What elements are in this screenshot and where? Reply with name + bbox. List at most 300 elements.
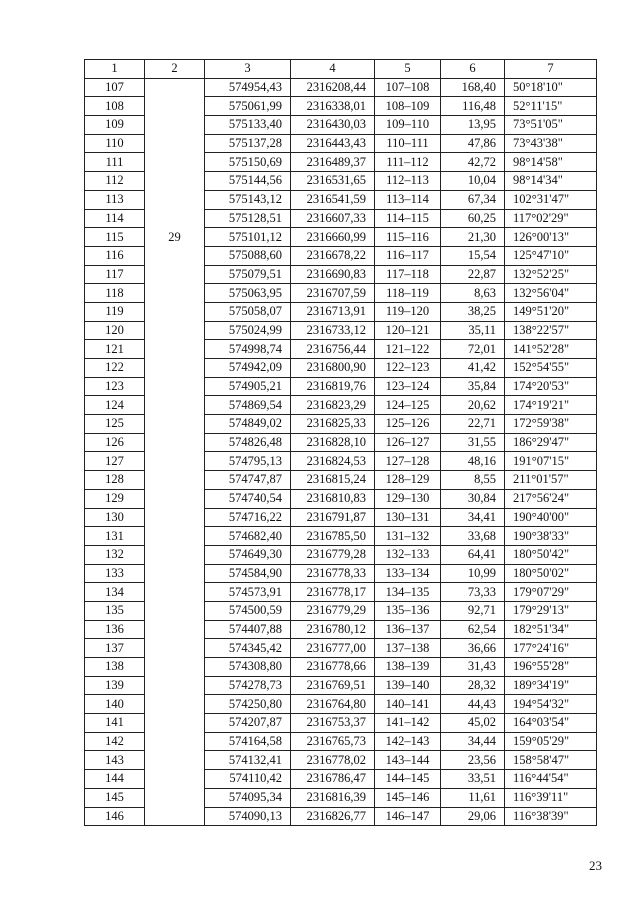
table-row (85, 788, 597, 807)
table-row (85, 695, 597, 714)
point-number-cell: 117 (85, 265, 145, 284)
point-number-cell: 127 (85, 452, 145, 471)
table-row (85, 807, 597, 826)
angle-cell: 98°14'34" (505, 172, 597, 191)
y-coordinate-cell: 2316678,22 (291, 246, 375, 265)
x-coordinate-cell: 574747,87 (205, 471, 291, 490)
table-row (85, 714, 597, 733)
angle-cell: 158°58'47" (505, 751, 597, 770)
y-coordinate-cell: 2316753,37 (291, 714, 375, 733)
table-row (85, 78, 597, 97)
y-coordinate-cell: 2316531,65 (291, 172, 375, 191)
parcel-number-cell (145, 116, 205, 135)
segment-cell: 136–137 (375, 620, 441, 639)
angle-cell: 152°54'55" (505, 359, 597, 378)
x-coordinate-cell: 574110,42 (205, 770, 291, 789)
y-coordinate-cell: 2316756,44 (291, 340, 375, 359)
y-coordinate-cell: 2316800,90 (291, 359, 375, 378)
point-number-cell: 145 (85, 788, 145, 807)
y-coordinate-cell: 2316443,43 (291, 134, 375, 153)
x-coordinate-cell: 574849,02 (205, 415, 291, 434)
parcel-number-cell (145, 172, 205, 191)
point-number-cell: 126 (85, 433, 145, 452)
segment-cell: 109–110 (375, 116, 441, 135)
segment-cell: 135–136 (375, 601, 441, 620)
point-number-cell: 128 (85, 471, 145, 490)
segment-cell: 138–139 (375, 658, 441, 677)
segment-cell: 121–122 (375, 340, 441, 359)
parcel-number-cell (145, 695, 205, 714)
y-coordinate-cell: 2316819,76 (291, 377, 375, 396)
y-coordinate-cell: 2316777,00 (291, 639, 375, 658)
segment-cell: 111–112 (375, 153, 441, 172)
point-number-cell: 122 (85, 359, 145, 378)
y-coordinate-cell: 2316733,12 (291, 321, 375, 340)
table-row (85, 732, 597, 751)
point-number-cell: 120 (85, 321, 145, 340)
segment-cell: 134–135 (375, 583, 441, 602)
parcel-number-cell (145, 78, 205, 97)
segment-cell: 127–128 (375, 452, 441, 471)
parcel-number-cell (145, 620, 205, 639)
point-number-cell: 140 (85, 695, 145, 714)
y-coordinate-cell: 2316810,83 (291, 489, 375, 508)
point-number-cell: 123 (85, 377, 145, 396)
segment-cell: 110–111 (375, 134, 441, 153)
table-row (85, 190, 597, 209)
parcel-number-cell (145, 209, 205, 228)
x-coordinate-cell: 575079,51 (205, 265, 291, 284)
segment-cell: 129–130 (375, 489, 441, 508)
length-cell: 31,43 (441, 658, 505, 677)
y-coordinate-cell: 2316815,24 (291, 471, 375, 490)
y-coordinate-cell: 2316713,91 (291, 302, 375, 321)
x-coordinate-cell: 574716,22 (205, 508, 291, 527)
x-coordinate-cell: 575128,51 (205, 209, 291, 228)
angle-cell: 179°07'29" (505, 583, 597, 602)
point-number-cell: 107 (85, 78, 145, 97)
segment-cell: 115–116 (375, 228, 441, 247)
parcel-number-cell (145, 564, 205, 583)
angle-cell: 98°14'58" (505, 153, 597, 172)
angle-cell: 217°56'24" (505, 489, 597, 508)
angle-cell: 116°39'11" (505, 788, 597, 807)
segment-cell: 112–113 (375, 172, 441, 191)
table-row (85, 583, 597, 602)
length-cell: 44,43 (441, 695, 505, 714)
length-cell: 35,11 (441, 321, 505, 340)
x-coordinate-cell: 574649,30 (205, 545, 291, 564)
angle-cell: 172°59'38" (505, 415, 597, 434)
segment-cell: 145–146 (375, 788, 441, 807)
segment-cell: 143–144 (375, 751, 441, 770)
point-number-cell: 124 (85, 396, 145, 415)
y-coordinate-cell: 2316824,53 (291, 452, 375, 471)
segment-cell: 131–132 (375, 527, 441, 546)
x-coordinate-cell: 574132,41 (205, 751, 291, 770)
length-cell: 23,56 (441, 751, 505, 770)
x-coordinate-cell: 574090,13 (205, 807, 291, 826)
point-number-cell: 138 (85, 658, 145, 677)
y-coordinate-cell: 2316769,51 (291, 676, 375, 695)
x-coordinate-cell: 574942,09 (205, 359, 291, 378)
point-number-cell: 137 (85, 639, 145, 658)
point-number-cell: 142 (85, 732, 145, 751)
angle-cell: 177°24'16" (505, 639, 597, 658)
x-coordinate-cell: 575144,56 (205, 172, 291, 191)
x-coordinate-cell: 574345,42 (205, 639, 291, 658)
column-header: 4 (291, 60, 375, 79)
parcel-number-cell (145, 639, 205, 658)
y-coordinate-cell: 2316779,28 (291, 545, 375, 564)
segment-cell: 113–114 (375, 190, 441, 209)
segment-cell: 124–125 (375, 396, 441, 415)
y-coordinate-cell: 2316828,10 (291, 433, 375, 452)
coordinates-table (84, 59, 597, 826)
length-cell: 60,25 (441, 209, 505, 228)
parcel-number-cell (145, 284, 205, 303)
angle-cell: 116°44'54" (505, 770, 597, 789)
length-cell: 34,44 (441, 732, 505, 751)
column-header: 6 (441, 60, 505, 79)
x-coordinate-cell: 574308,80 (205, 658, 291, 677)
x-coordinate-cell: 574826,48 (205, 433, 291, 452)
length-cell: 41,42 (441, 359, 505, 378)
table-row (85, 639, 597, 658)
point-number-cell: 129 (85, 489, 145, 508)
angle-cell: 186°29'47" (505, 433, 597, 452)
segment-cell: 118–119 (375, 284, 441, 303)
y-coordinate-cell: 2316660,99 (291, 228, 375, 247)
x-coordinate-cell: 575061,99 (205, 97, 291, 116)
x-coordinate-cell: 574905,21 (205, 377, 291, 396)
x-coordinate-cell: 574250,80 (205, 695, 291, 714)
parcel-number-cell (145, 658, 205, 677)
length-cell: 20,62 (441, 396, 505, 415)
table-row (85, 302, 597, 321)
y-coordinate-cell: 2316778,66 (291, 658, 375, 677)
point-number-cell: 131 (85, 527, 145, 546)
parcel-number-cell (145, 190, 205, 209)
x-coordinate-cell: 574095,34 (205, 788, 291, 807)
x-coordinate-cell: 574407,88 (205, 620, 291, 639)
table-row (85, 359, 597, 378)
angle-cell: 211°01'57" (505, 471, 597, 490)
length-cell: 72,01 (441, 340, 505, 359)
length-cell: 10,04 (441, 172, 505, 191)
y-coordinate-cell: 2316825,33 (291, 415, 375, 434)
column-header: 1 (85, 60, 145, 79)
x-coordinate-cell: 574573,91 (205, 583, 291, 602)
segment-cell: 119–120 (375, 302, 441, 321)
table-row (85, 471, 597, 490)
point-number-cell: 125 (85, 415, 145, 434)
length-cell: 11,61 (441, 788, 505, 807)
x-coordinate-cell: 575137,28 (205, 134, 291, 153)
table-row (85, 676, 597, 695)
x-coordinate-cell: 574954,43 (205, 78, 291, 97)
y-coordinate-cell: 2316778,33 (291, 564, 375, 583)
parcel-number-cell (145, 452, 205, 471)
length-cell: 73,33 (441, 583, 505, 602)
parcel-number-cell (145, 471, 205, 490)
length-cell: 36,66 (441, 639, 505, 658)
x-coordinate-cell: 574500,59 (205, 601, 291, 620)
parcel-number-cell (145, 676, 205, 695)
angle-cell: 102°31'47" (505, 190, 597, 209)
x-coordinate-cell: 575063,95 (205, 284, 291, 303)
angle-cell: 73°51'05" (505, 116, 597, 135)
table-row (85, 564, 597, 583)
point-number-cell: 146 (85, 807, 145, 826)
x-coordinate-cell: 574207,87 (205, 714, 291, 733)
segment-cell: 146–147 (375, 807, 441, 826)
parcel-number-cell (145, 415, 205, 434)
length-cell: 116,48 (441, 97, 505, 116)
length-cell: 168,40 (441, 78, 505, 97)
length-cell: 31,55 (441, 433, 505, 452)
parcel-number-cell (145, 807, 205, 826)
angle-cell: 182°51'34" (505, 620, 597, 639)
x-coordinate-cell: 574740,54 (205, 489, 291, 508)
parcel-number-cell (145, 134, 205, 153)
y-coordinate-cell: 2316826,77 (291, 807, 375, 826)
y-coordinate-cell: 2316816,39 (291, 788, 375, 807)
angle-cell: 174°20'53" (505, 377, 597, 396)
y-coordinate-cell: 2316764,80 (291, 695, 375, 714)
angle-cell: 164°03'54" (505, 714, 597, 733)
point-number-cell: 116 (85, 246, 145, 265)
segment-cell: 116–117 (375, 246, 441, 265)
angle-cell: 125°47'10" (505, 246, 597, 265)
length-cell: 29,06 (441, 807, 505, 826)
parcel-number-cell (145, 396, 205, 415)
segment-cell: 140–141 (375, 695, 441, 714)
length-cell: 34,41 (441, 508, 505, 527)
point-number-cell: 134 (85, 583, 145, 602)
table-row (85, 415, 597, 434)
table-row (85, 134, 597, 153)
angle-cell: 190°38'33" (505, 527, 597, 546)
angle-cell: 149°51'20" (505, 302, 597, 321)
length-cell: 33,51 (441, 770, 505, 789)
y-coordinate-cell: 2316779,29 (291, 601, 375, 620)
point-number-cell: 144 (85, 770, 145, 789)
point-number-cell: 121 (85, 340, 145, 359)
point-number-cell: 143 (85, 751, 145, 770)
column-header: 5 (375, 60, 441, 79)
y-coordinate-cell: 2316489,37 (291, 153, 375, 172)
length-cell: 15,54 (441, 246, 505, 265)
segment-cell: 132–133 (375, 545, 441, 564)
parcel-number-cell (145, 359, 205, 378)
angle-cell: 126°00'13" (505, 228, 597, 247)
page-number: 23 (589, 858, 602, 873)
segment-cell: 144–145 (375, 770, 441, 789)
parcel-number-cell (145, 714, 205, 733)
angle-cell: 50°18'10" (505, 78, 597, 97)
table-row (85, 246, 597, 265)
length-cell: 8,55 (441, 471, 505, 490)
table-row (85, 116, 597, 135)
parcel-number-cell: 29 (145, 228, 205, 247)
angle-cell: 138°22'57" (505, 321, 597, 340)
table-row (85, 265, 597, 284)
table-row (85, 340, 597, 359)
angle-cell: 132°56'04" (505, 284, 597, 303)
angle-cell: 180°50'02" (505, 564, 597, 583)
angle-cell: 189°34'19" (505, 676, 597, 695)
table-row (85, 228, 597, 247)
length-cell: 64,41 (441, 545, 505, 564)
segment-cell: 133–134 (375, 564, 441, 583)
parcel-number-cell (145, 246, 205, 265)
y-coordinate-cell: 2316823,29 (291, 396, 375, 415)
point-number-cell: 136 (85, 620, 145, 639)
angle-cell: 117°02'29" (505, 209, 597, 228)
y-coordinate-cell: 2316430,03 (291, 116, 375, 135)
point-number-cell: 113 (85, 190, 145, 209)
x-coordinate-cell: 575058,07 (205, 302, 291, 321)
point-number-cell: 118 (85, 284, 145, 303)
table-row (85, 545, 597, 564)
x-coordinate-cell: 575024,99 (205, 321, 291, 340)
parcel-number-cell (145, 489, 205, 508)
y-coordinate-cell: 2316690,83 (291, 265, 375, 284)
point-number-cell: 141 (85, 714, 145, 733)
angle-cell: 191°07'15" (505, 452, 597, 471)
point-number-cell: 139 (85, 676, 145, 695)
x-coordinate-cell: 574869,54 (205, 396, 291, 415)
x-coordinate-cell: 575150,69 (205, 153, 291, 172)
length-cell: 92,71 (441, 601, 505, 620)
parcel-number-cell (145, 583, 205, 602)
point-number-cell: 115 (85, 228, 145, 247)
angle-cell: 141°52'28" (505, 340, 597, 359)
table-row (85, 620, 597, 639)
header-row (85, 60, 597, 79)
segment-cell: 120–121 (375, 321, 441, 340)
length-cell: 13,95 (441, 116, 505, 135)
segment-cell: 123–124 (375, 377, 441, 396)
angle-cell: 174°19'21" (505, 396, 597, 415)
y-coordinate-cell: 2316707,59 (291, 284, 375, 303)
parcel-number-cell (145, 153, 205, 172)
parcel-number-cell (145, 527, 205, 546)
parcel-number-cell (145, 545, 205, 564)
length-cell: 22,87 (441, 265, 505, 284)
angle-cell: 194°54'32" (505, 695, 597, 714)
parcel-number-cell (145, 433, 205, 452)
length-cell: 48,16 (441, 452, 505, 471)
length-cell: 47,86 (441, 134, 505, 153)
point-number-cell: 130 (85, 508, 145, 527)
table-row (85, 489, 597, 508)
table-row (85, 153, 597, 172)
x-coordinate-cell: 574682,40 (205, 527, 291, 546)
segment-cell: 142–143 (375, 732, 441, 751)
segment-cell: 139–140 (375, 676, 441, 695)
angle-cell: 196°55'28" (505, 658, 597, 677)
x-coordinate-cell: 575143,12 (205, 190, 291, 209)
parcel-number-cell (145, 377, 205, 396)
point-number-cell: 110 (85, 134, 145, 153)
length-cell: 30,84 (441, 489, 505, 508)
table-row (85, 658, 597, 677)
table-row (85, 396, 597, 415)
parcel-number-cell (145, 340, 205, 359)
angle-cell: 179°29'13" (505, 601, 597, 620)
segment-cell: 130–131 (375, 508, 441, 527)
x-coordinate-cell: 574584,90 (205, 564, 291, 583)
point-number-cell: 108 (85, 97, 145, 116)
column-header: 3 (205, 60, 291, 79)
length-cell: 67,34 (441, 190, 505, 209)
point-number-cell: 135 (85, 601, 145, 620)
table-row (85, 751, 597, 770)
x-coordinate-cell: 574164,58 (205, 732, 291, 751)
segment-cell: 141–142 (375, 714, 441, 733)
x-coordinate-cell: 574278,73 (205, 676, 291, 695)
column-header: 7 (505, 60, 597, 79)
length-cell: 21,30 (441, 228, 505, 247)
parcel-number-cell (145, 265, 205, 284)
length-cell: 28,32 (441, 676, 505, 695)
table-row (85, 508, 597, 527)
table-row (85, 97, 597, 116)
segment-cell: 128–129 (375, 471, 441, 490)
point-number-cell: 114 (85, 209, 145, 228)
y-coordinate-cell: 2316338,01 (291, 97, 375, 116)
parcel-number-cell (145, 788, 205, 807)
x-coordinate-cell: 574998,74 (205, 340, 291, 359)
y-coordinate-cell: 2316791,87 (291, 508, 375, 527)
x-coordinate-cell: 575133,40 (205, 116, 291, 135)
y-coordinate-cell: 2316541,59 (291, 190, 375, 209)
parcel-number-cell (145, 97, 205, 116)
table-row (85, 321, 597, 340)
parcel-number-cell (145, 508, 205, 527)
point-number-cell: 112 (85, 172, 145, 191)
segment-cell: 114–115 (375, 209, 441, 228)
table-row (85, 172, 597, 191)
table-body (85, 60, 597, 826)
point-number-cell: 132 (85, 545, 145, 564)
segment-cell: 125–126 (375, 415, 441, 434)
length-cell: 38,25 (441, 302, 505, 321)
parcel-number-cell (145, 321, 205, 340)
y-coordinate-cell: 2316208,44 (291, 78, 375, 97)
point-number-cell: 109 (85, 116, 145, 135)
segment-cell: 108–109 (375, 97, 441, 116)
angle-cell: 180°50'42" (505, 545, 597, 564)
length-cell: 33,68 (441, 527, 505, 546)
table-row (85, 377, 597, 396)
x-coordinate-cell: 575101,12 (205, 228, 291, 247)
angle-cell: 190°40'00" (505, 508, 597, 527)
parcel-number-cell (145, 751, 205, 770)
point-number-cell: 133 (85, 564, 145, 583)
segment-cell: 117–118 (375, 265, 441, 284)
y-coordinate-cell: 2316607,33 (291, 209, 375, 228)
length-cell: 62,54 (441, 620, 505, 639)
angle-cell: 159°05'29" (505, 732, 597, 751)
parcel-number-cell (145, 302, 205, 321)
segment-cell: 137–138 (375, 639, 441, 658)
x-coordinate-cell: 575088,60 (205, 246, 291, 265)
segment-cell: 126–127 (375, 433, 441, 452)
y-coordinate-cell: 2316780,12 (291, 620, 375, 639)
